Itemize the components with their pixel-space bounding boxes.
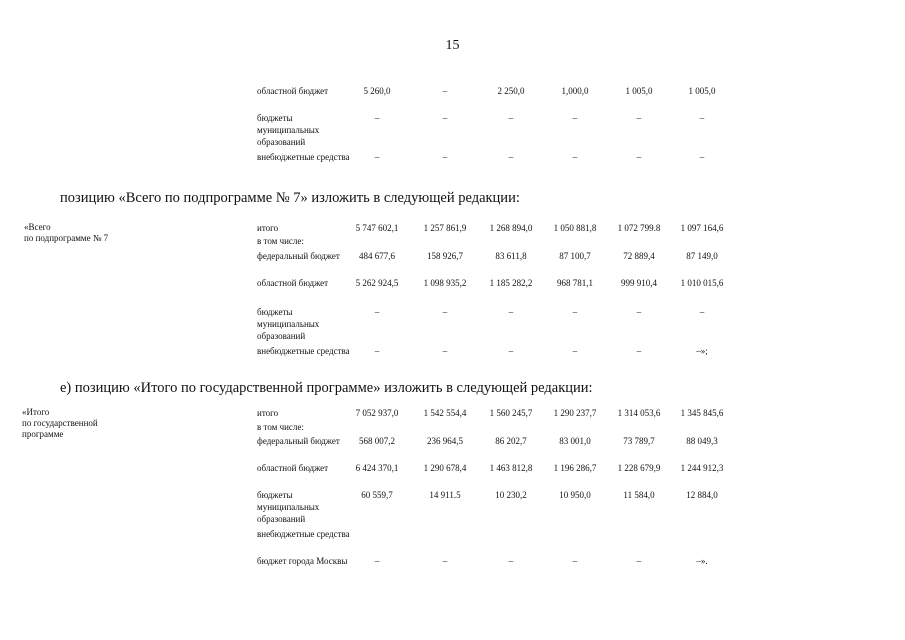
table-row [0, 151, 905, 163]
table-row [0, 462, 905, 474]
cell: – [572, 152, 578, 162]
cell: – [508, 346, 514, 356]
cell: – [442, 346, 448, 356]
cell: 1,000,0 [561, 86, 589, 96]
row-label: бюджеты муниципальных образований [257, 307, 320, 341]
cell: 1 010 015,6 [680, 278, 724, 288]
cell: – [508, 152, 514, 162]
cell: – [442, 86, 448, 96]
cell: 1 314 053,6 [617, 408, 661, 418]
cell: – [508, 556, 514, 566]
cell: 11 584,0 [623, 490, 655, 500]
row-label: в том числе: [257, 422, 304, 432]
cell: 10 950,0 [559, 490, 591, 500]
table-row [0, 407, 905, 419]
cell: 484 677,6 [359, 251, 395, 261]
table-row [0, 277, 905, 289]
table-row [0, 235, 905, 247]
cell: 87 100,7 [559, 251, 591, 261]
cell: 1 290 237,7 [553, 408, 597, 418]
cell: – [374, 152, 380, 162]
cell: – [636, 556, 642, 566]
cell: 88 049,3 [686, 436, 718, 446]
cell: 1 560 245,7 [489, 408, 533, 418]
row-label: областной бюджет [257, 463, 329, 473]
cell: 1 268 894,0 [489, 223, 533, 233]
cell: – [374, 307, 380, 317]
cell: – [374, 556, 380, 566]
cell: – [699, 113, 705, 123]
row-label: бюджет города Москвы [257, 556, 348, 566]
cell: 5 747 602,1 [355, 223, 399, 233]
cell: 10 230,2 [495, 490, 527, 500]
table-row [0, 222, 905, 234]
cell: 1 463 812,8 [489, 463, 533, 473]
cell: – [442, 307, 448, 317]
block-title: «Итого [22, 407, 50, 417]
cell: 968 781,1 [557, 278, 593, 288]
cell: – [636, 113, 642, 123]
cell: – [699, 152, 705, 162]
cell: – [508, 307, 514, 317]
cell: 12 884,0 [686, 490, 718, 500]
row-label: внебюджетные средства [257, 346, 350, 356]
cell: – [442, 556, 448, 566]
cell: 1 244 912,3 [680, 463, 724, 473]
cell: 7 052 937,0 [355, 408, 399, 418]
cell: 6 424 370,1 [355, 463, 399, 473]
page-number: 15 [445, 38, 460, 53]
cell: 1 542 554,4 [423, 408, 467, 418]
row-label: федеральный бюджет [257, 436, 340, 446]
cell: 1 098 935,2 [423, 278, 467, 288]
cell: 1 290 678,4 [423, 463, 467, 473]
cell: 568 007,2 [359, 436, 395, 446]
cell: 72 889,4 [623, 251, 655, 261]
cell: 1 005,0 [625, 86, 653, 96]
cell: – [374, 346, 380, 356]
table-row [0, 435, 905, 447]
cell: 1 345 845,6 [680, 408, 724, 418]
cell: 73 789,7 [623, 436, 655, 446]
cell: –». [696, 556, 708, 566]
block-title: «Всего [24, 222, 51, 232]
cell: 5 260,0 [363, 86, 391, 96]
cell: 86 202,7 [495, 436, 527, 446]
cell: 87 149,0 [686, 251, 718, 261]
row-label: бюджеты муниципальных образований [257, 113, 320, 147]
cell: 83 611,8 [495, 251, 527, 261]
section-heading: е) позицию «Итого по государственной программе» изложить в следующей редакции: [60, 380, 593, 396]
cell: 1 072 799.8 [617, 223, 661, 233]
table-row [0, 421, 905, 433]
table-row [0, 85, 905, 97]
table-row [0, 489, 905, 524]
cell: – [699, 307, 705, 317]
cell: 60 559,7 [361, 490, 393, 500]
table-row [0, 306, 905, 341]
cell: – [508, 113, 514, 123]
cell: 2 250,0 [497, 86, 525, 96]
row-label: итого [257, 223, 279, 233]
table-row [0, 555, 905, 567]
cell: 158 926,7 [427, 251, 463, 261]
cell: 1 097 164,6 [680, 223, 724, 233]
block-title: по государственной [22, 418, 98, 428]
section-heading: позицию «Всего по подпрограмме № 7» изложить в следующей редакции: [60, 190, 520, 206]
cell: – [572, 113, 578, 123]
row-label: областной бюджет [257, 278, 329, 288]
cell: 236 964,5 [427, 436, 463, 446]
cell: 1 005,0 [688, 86, 716, 96]
cell: – [636, 152, 642, 162]
cell: 1 050 881,8 [553, 223, 597, 233]
cell: 1 196 286,7 [553, 463, 597, 473]
row-label: областной бюджет [257, 86, 329, 96]
row-label: бюджеты муниципальных образований [257, 490, 320, 524]
row-label: в том числе: [257, 236, 304, 246]
table-row [0, 250, 905, 262]
row-label: итого [257, 408, 279, 418]
cell: 5 262 924,5 [355, 278, 399, 288]
block-title: программе [22, 429, 64, 439]
table-row [0, 112, 905, 147]
cell: – [572, 346, 578, 356]
cell: 14 911.5 [429, 490, 461, 500]
cell: – [636, 346, 642, 356]
row-label: федеральный бюджет [257, 251, 340, 261]
table-row [0, 528, 905, 540]
cell: – [374, 113, 380, 123]
row-label: внебюджетные средства [257, 152, 350, 162]
cell: –»; [696, 346, 708, 356]
cell: 999 910,4 [621, 278, 657, 288]
cell: 1 185 282,2 [489, 278, 533, 288]
cell: – [572, 307, 578, 317]
cell: 1 257 861,9 [423, 223, 467, 233]
cell: – [442, 113, 448, 123]
block-title: по подпрограмме № 7 [24, 233, 109, 243]
row-label: внебюджетные средства [257, 529, 350, 539]
cell: – [636, 307, 642, 317]
cell: 1 228 679,9 [617, 463, 661, 473]
cell: – [442, 152, 448, 162]
cell: 83 001,0 [559, 436, 591, 446]
cell: – [572, 556, 578, 566]
table-row [0, 345, 905, 357]
